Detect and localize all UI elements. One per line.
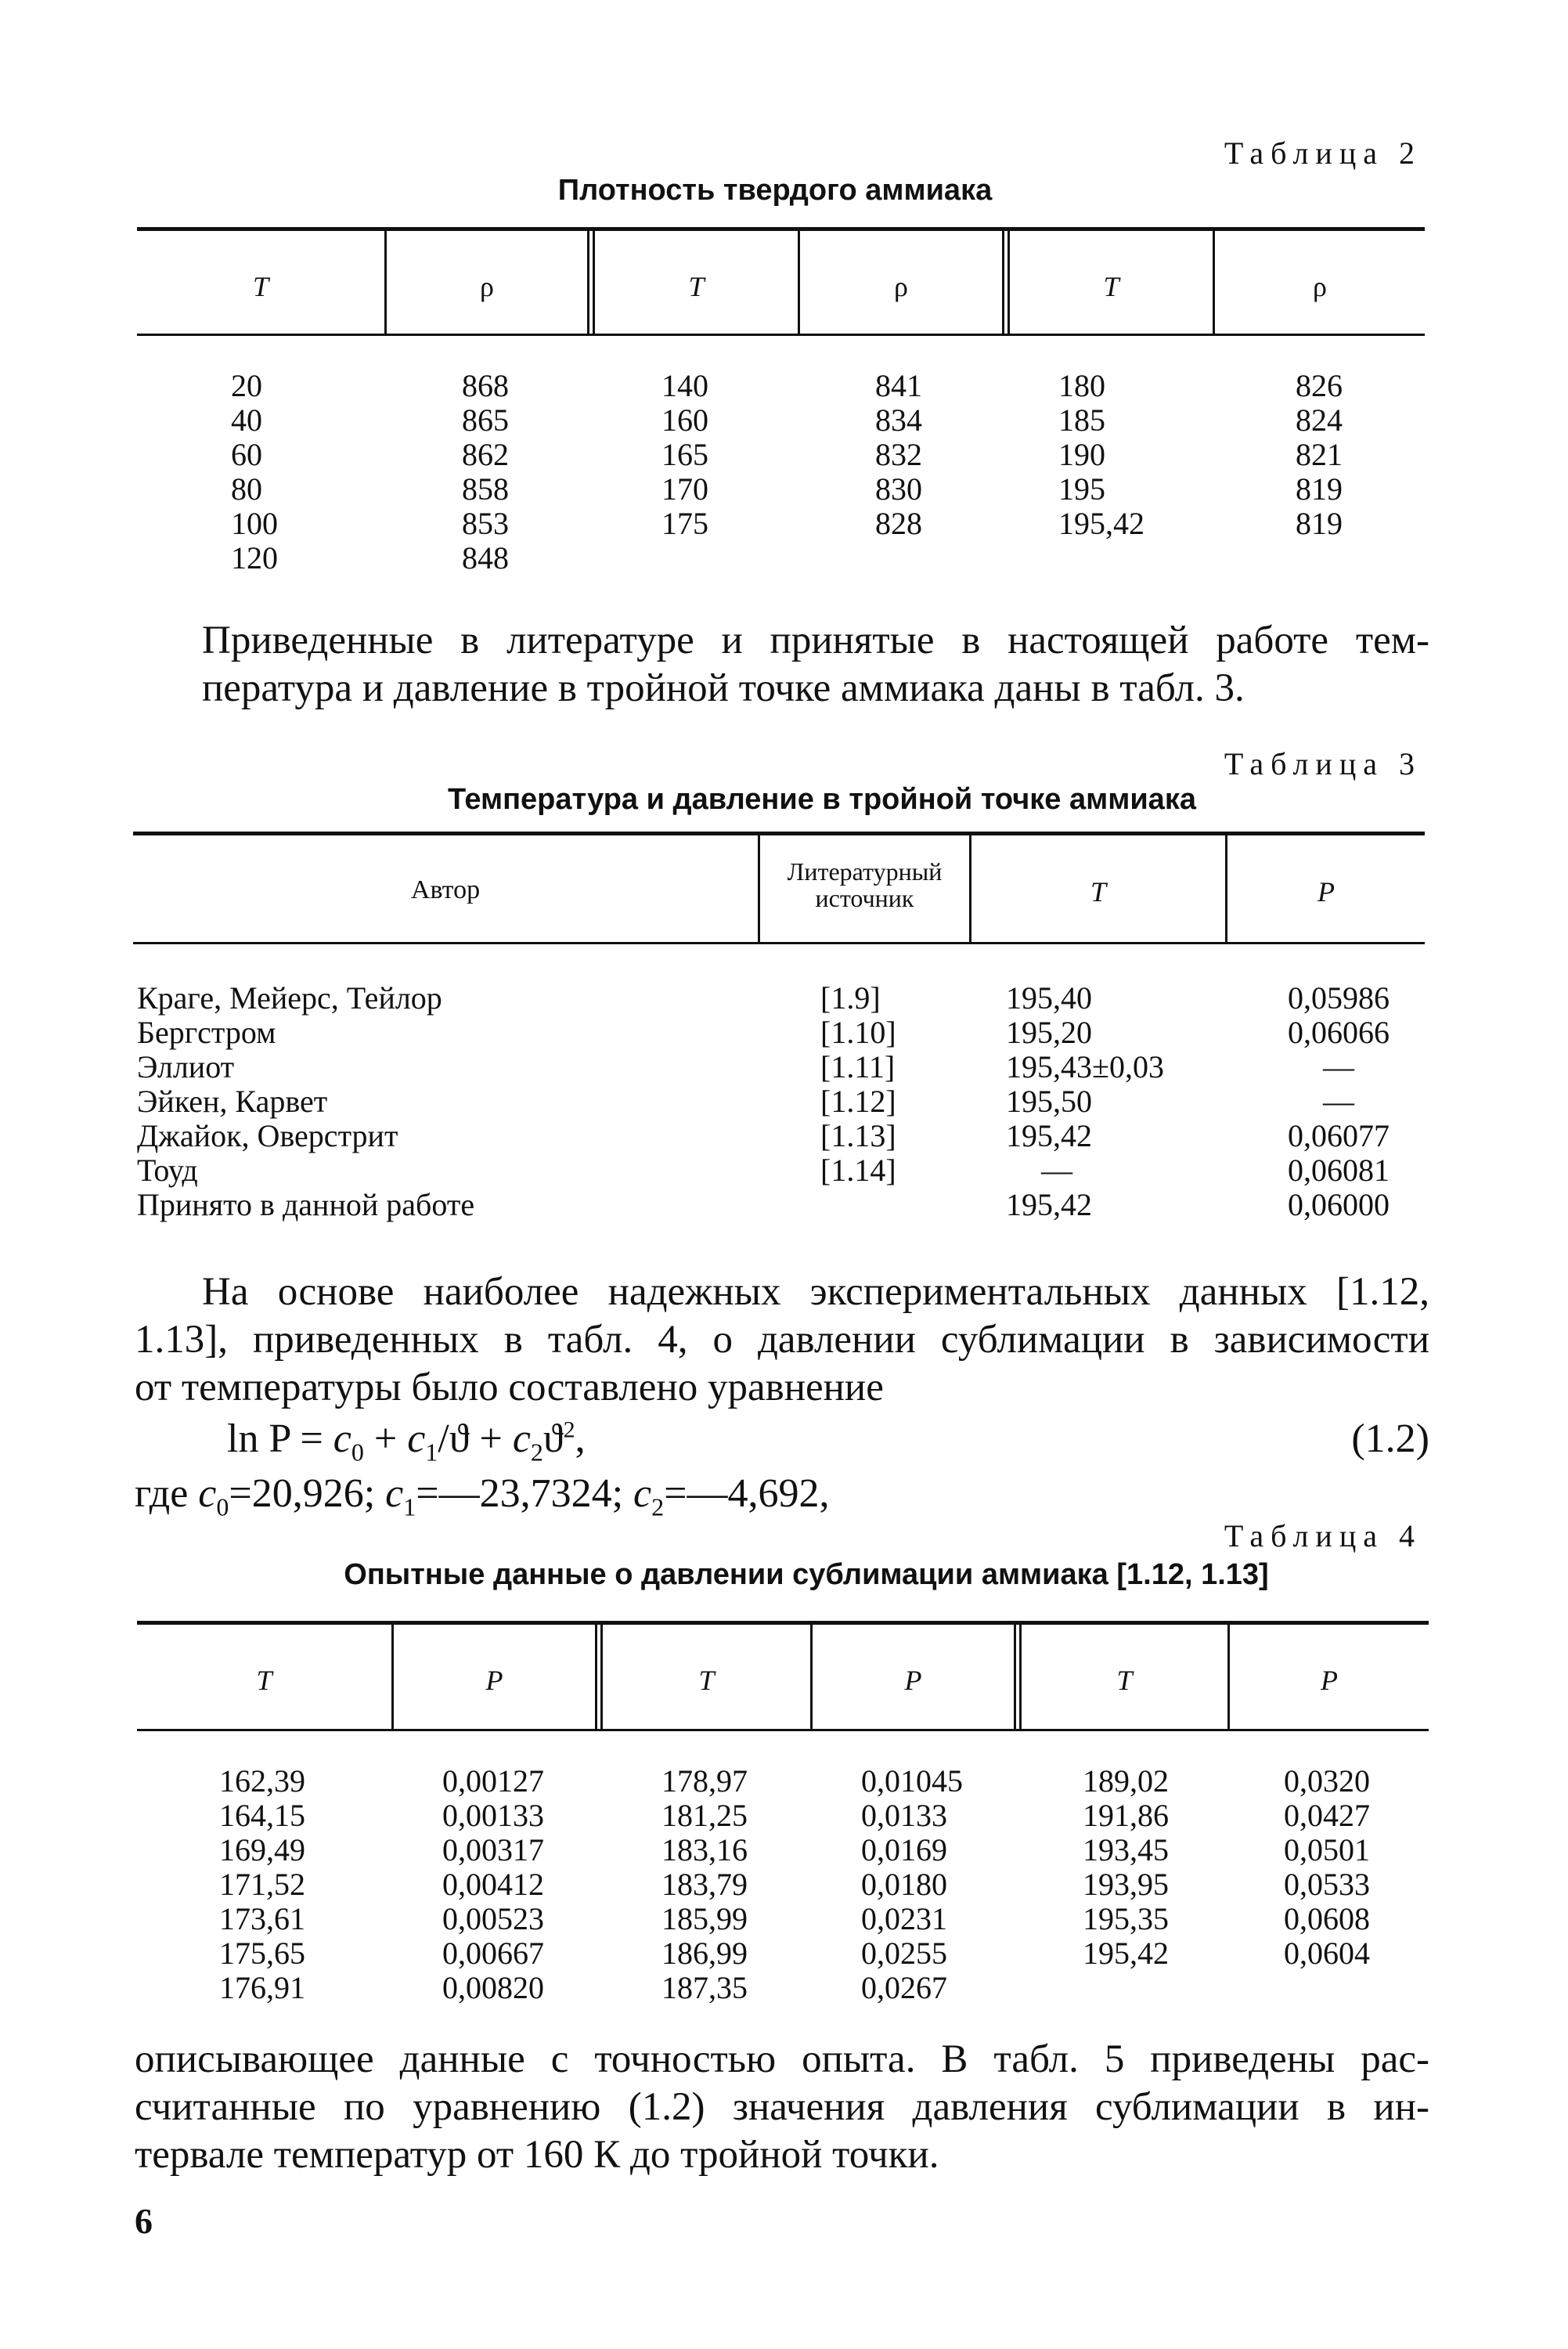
table4-cell: 0,0320 (1284, 1763, 1370, 1799)
table3-cell: Бергстром (137, 1015, 276, 1050)
paragraph-line: описывающее данные с точностью опыта. В табл. 5 приведены рас- (135, 2037, 1429, 2081)
constant-c0-value: =20,926; (229, 1471, 386, 1516)
table3-cell: 195,50 (1006, 1084, 1092, 1119)
table2-cell: 195 (1058, 471, 1105, 507)
table4-cell: 0,0533 (1284, 1867, 1370, 1902)
table2-col-t1 (231, 369, 278, 576)
table4-cell: 189,02 (1083, 1763, 1169, 1799)
equation-c1-sub: 1 (425, 1438, 438, 1467)
table4-cell: 0,0501 (1284, 1832, 1370, 1867)
table2-cell: 865 (462, 402, 509, 438)
table2-header-rule (137, 334, 1425, 336)
table4-cell: 162,39 (219, 1763, 305, 1799)
table4-cell: 181,25 (661, 1798, 748, 1833)
table4-cell: 169,49 (219, 1832, 305, 1867)
table3-col-author (137, 981, 474, 1222)
table4-cell: 178,97 (661, 1763, 748, 1799)
table3-col-p (1253, 981, 1425, 1222)
table4-col-t3 (1083, 1764, 1169, 1971)
table3-cell: 0,06077 (1288, 1118, 1390, 1153)
table4-cell: 185,99 (661, 1901, 748, 1936)
table4-cell: 0,00820 (442, 1970, 544, 2005)
equation-c1: c (407, 1416, 426, 1461)
table3-cell: — (1323, 1049, 1354, 1084)
table4-cell: 0,00317 (442, 1832, 544, 1867)
paragraph-line: считанные по уравнению (1.2) значения давления сублимации в ин- (135, 2085, 1429, 2129)
table4-cell: 0,0427 (1284, 1798, 1370, 1833)
table3-cell: Тоуд (137, 1153, 198, 1188)
table2-cell: 828 (875, 506, 922, 541)
table4-cell: 195,35 (1083, 1901, 1169, 1936)
equation-number: (1.2) (1351, 1416, 1429, 1461)
paragraph-3 (135, 2036, 1429, 2179)
table4-header-t: T (698, 1665, 715, 1696)
table2-cell: 80 (231, 471, 262, 507)
table3-cell: 0,06066 (1288, 1015, 1390, 1050)
table3-cell: — (1323, 1084, 1354, 1119)
equation-c2-rest: ϑ (542, 1416, 564, 1461)
table4-col-t1 (219, 1764, 305, 2005)
table2-cell: 190 (1058, 437, 1105, 472)
table4-cell: 193,45 (1083, 1832, 1169, 1867)
table3-label: Таблица 3 (1224, 746, 1422, 781)
equation-1-2 (227, 1416, 586, 1467)
table4-cell: 0,0231 (861, 1901, 947, 1936)
table2-header-t: T (1103, 271, 1119, 302)
table2-top-rule (137, 227, 1425, 231)
table2-cell: 195,42 (1058, 506, 1144, 541)
table2-header-rho: ρ (480, 271, 494, 302)
table2-cell: 100 (231, 506, 278, 541)
constant-c2-value: =—4,692, (664, 1471, 830, 1516)
table3-cell: 195,40 (1006, 980, 1092, 1016)
table2-cell: 140 (661, 368, 708, 403)
table3-cell: Эйкен, Карвет (137, 1084, 328, 1119)
table2-cell: 120 (231, 540, 278, 576)
table3-cell: [1.12] (820, 1084, 896, 1119)
table4-cell: 0,01045 (861, 1763, 963, 1799)
table2-col-rho2 (875, 369, 922, 541)
table4-cell: 187,35 (661, 1970, 748, 2005)
table4-header-p: P (904, 1665, 922, 1696)
table3-cell: [1.10] (820, 1015, 896, 1050)
paragraph-line: Приведенные в литературе и принятые в настоящей работе тем- (202, 619, 1429, 662)
table2-cell: 160 (661, 402, 708, 438)
table4-cell: 0,0608 (1284, 1901, 1370, 1936)
table2-title: Плотность твердого аммиака (557, 174, 993, 207)
table2-cell: 185 (1058, 402, 1105, 438)
table4-group-divider (1014, 1625, 1022, 1729)
table4-header-t: T (1116, 1665, 1133, 1696)
table3-header-source (760, 858, 969, 911)
table2-cell: 819 (1296, 506, 1343, 541)
table2-cell: 868 (462, 368, 509, 403)
table3-cell (820, 1188, 896, 1222)
table2-header-t: T (252, 271, 269, 302)
table3-cell: Джайок, Оверстрит (137, 1118, 398, 1153)
table3-header-source-line: источник (815, 884, 914, 912)
paragraph-line: тервале температур от 160 К до тройной точки. (135, 2133, 939, 2177)
table4-cell: 175,65 (219, 1936, 305, 1971)
table4-cell: 193,95 (1083, 1867, 1169, 1902)
constant-c0: c (198, 1471, 217, 1516)
table2-col-rho1 (462, 369, 509, 576)
table4-cell: 164,15 (219, 1798, 305, 1833)
table2-cell: 821 (1296, 437, 1343, 472)
constants-prefix: где (135, 1471, 199, 1516)
table3-header-rule (133, 942, 1425, 944)
equation-c0: c (333, 1416, 351, 1461)
equation-c2-sup: 2 (563, 1416, 575, 1443)
paragraph-line: пература и давление в тройной точке аммиака даны в табл. 3. (202, 666, 1245, 710)
table3-title: Температура и давление в тройной точке аммиака (448, 783, 1196, 816)
table2-header-rho: ρ (894, 271, 908, 302)
constant-c2-sub: 2 (651, 1492, 665, 1521)
table3-header-t: T (1090, 876, 1107, 907)
table3-header-source-line: Литературный (787, 857, 943, 886)
table4-cell: 183,16 (661, 1832, 748, 1867)
table4-header-p: P (485, 1665, 503, 1696)
paragraph-1 (202, 617, 1429, 713)
table2-col-t3 (1058, 369, 1144, 541)
table3-header-author: Автор (410, 875, 481, 904)
table3-cell: Принято в данной работе (137, 1187, 475, 1222)
equation-c2: c (512, 1416, 531, 1461)
table4-cell: 0,0604 (1284, 1936, 1370, 1971)
table4-cell: 0,00133 (442, 1798, 544, 1833)
table4-cell: 0,0267 (861, 1970, 947, 2005)
table4-cell: 0,00667 (442, 1936, 544, 1971)
table2-cell: 170 (661, 471, 708, 507)
table2-cell: 826 (1296, 368, 1343, 403)
table2-cell: 180 (1058, 368, 1105, 403)
table3-col-source (820, 981, 896, 1222)
table2-cell: 832 (875, 437, 922, 472)
table4-header-p: P (1321, 1665, 1338, 1696)
table3-cell: Эллиот (137, 1049, 235, 1084)
table3-cell: [1.14] (820, 1153, 896, 1188)
table2-label: Таблица 2 (1224, 135, 1422, 171)
table4-col-p2 (861, 1764, 963, 2005)
table4-top-rule (137, 1621, 1429, 1625)
table3-top-rule (133, 832, 1425, 835)
paragraph-line: 1.13], приведенных в табл. 4, о давлении сублимации в зависимости (135, 1318, 1429, 1362)
table2-cell: 60 (231, 437, 262, 472)
table4-header-rule (137, 1729, 1429, 1731)
table4-cell: 0,00127 (442, 1763, 544, 1799)
table2-group-divider (587, 230, 595, 334)
table2-cell: 862 (462, 437, 509, 472)
table4-cell: 195,42 (1083, 1936, 1169, 1971)
table4-label: Таблица 4 (1224, 1518, 1422, 1553)
paragraph-2 (135, 1268, 1429, 1412)
table4-col-t2 (661, 1764, 748, 2005)
equation-plus: + (363, 1416, 408, 1461)
table3-cell: [1.11] (820, 1049, 896, 1084)
table2-cell: 834 (875, 402, 922, 438)
table4-cell: 171,52 (219, 1867, 305, 1902)
table2-cell: 40 (231, 402, 262, 438)
table2-header-rho: ρ (1313, 271, 1327, 302)
paragraph-line: от температуры было составлено уравнение (135, 1366, 884, 1409)
equation-c0-sub: 0 (351, 1438, 364, 1467)
table3-cell: [1.13] (820, 1118, 896, 1153)
table3-cell: 0,05986 (1288, 980, 1390, 1016)
table4-cell: 0,0169 (861, 1832, 947, 1867)
table3-cell: 195,42 (1006, 1118, 1092, 1153)
constant-c2: c (633, 1471, 652, 1516)
table2-cell: 824 (1296, 402, 1343, 438)
table2-header-t: T (688, 271, 705, 302)
table4-header-t: T (256, 1665, 272, 1696)
table3-cell: — (1041, 1153, 1072, 1188)
table3-cell: 195,20 (1006, 1015, 1092, 1050)
table2-cell: 175 (661, 506, 708, 541)
table4-col-p1 (442, 1764, 544, 2005)
table2-cell: 830 (875, 471, 922, 507)
constant-c1-sub: 1 (403, 1492, 416, 1521)
table4-group-divider (595, 1625, 603, 1729)
table4-cell: 173,61 (219, 1901, 305, 1936)
equation-plus: + (469, 1416, 513, 1461)
table4-cell: 0,0180 (861, 1867, 947, 1902)
table3-header-p: P (1317, 876, 1335, 907)
table2-cell: 853 (462, 506, 509, 541)
table2-col-rho3 (1296, 369, 1343, 541)
table3-cell: 195,42 (1006, 1187, 1092, 1222)
table4-cell: 186,99 (661, 1936, 748, 1971)
table2-cell: 858 (462, 471, 509, 507)
table4-cell: 176,91 (219, 1970, 305, 2005)
table4-col-p3 (1284, 1764, 1370, 1971)
constant-c1: c (385, 1471, 404, 1516)
table2-cell: 165 (661, 437, 708, 472)
table3-cell: 0,06000 (1288, 1187, 1390, 1222)
equation-constants (135, 1470, 829, 1521)
equation-lhs: ln P = (227, 1416, 333, 1461)
equation-tail: , (575, 1416, 586, 1461)
paragraph-line: На основе наиболее надежных экспериментальных данных [1.12, (202, 1270, 1429, 1314)
table4-cell: 0,00412 (442, 1867, 544, 1902)
table2-group-divider (1002, 230, 1010, 334)
table3-cell: 195,43±0,03 (1006, 1049, 1164, 1084)
equation-c1-rest: /ϑ (438, 1416, 470, 1461)
equation-c2-sub: 2 (530, 1438, 543, 1467)
table2-cell: 848 (462, 540, 509, 576)
table4-cell: 191,86 (1083, 1798, 1169, 1833)
table2-cell: 20 (231, 368, 262, 403)
table3-col-t (1006, 981, 1164, 1222)
table4-cell: 0,00523 (442, 1901, 544, 1936)
table4-cell: 0,0255 (861, 1936, 947, 1971)
table4-title: Опытные данные о давлении сублимации аммиака [1.12, 1.13] (344, 1558, 1269, 1591)
table2-col-t2 (661, 369, 708, 541)
table3-cell: 0,06081 (1288, 1153, 1390, 1188)
page-number: 6 (135, 2201, 153, 2241)
table4-cell: 0,0133 (861, 1798, 947, 1833)
table2-cell: 841 (875, 368, 922, 403)
table3-cell: [1.9] (820, 980, 881, 1016)
table3-cell: Краге, Мейерс, Тейлор (137, 980, 442, 1016)
table2-cell: 819 (1296, 471, 1343, 507)
constant-c1-value: =—23,7324; (416, 1471, 634, 1516)
table4-cell: 183,79 (661, 1867, 748, 1902)
constant-c0-sub: 0 (216, 1492, 229, 1521)
